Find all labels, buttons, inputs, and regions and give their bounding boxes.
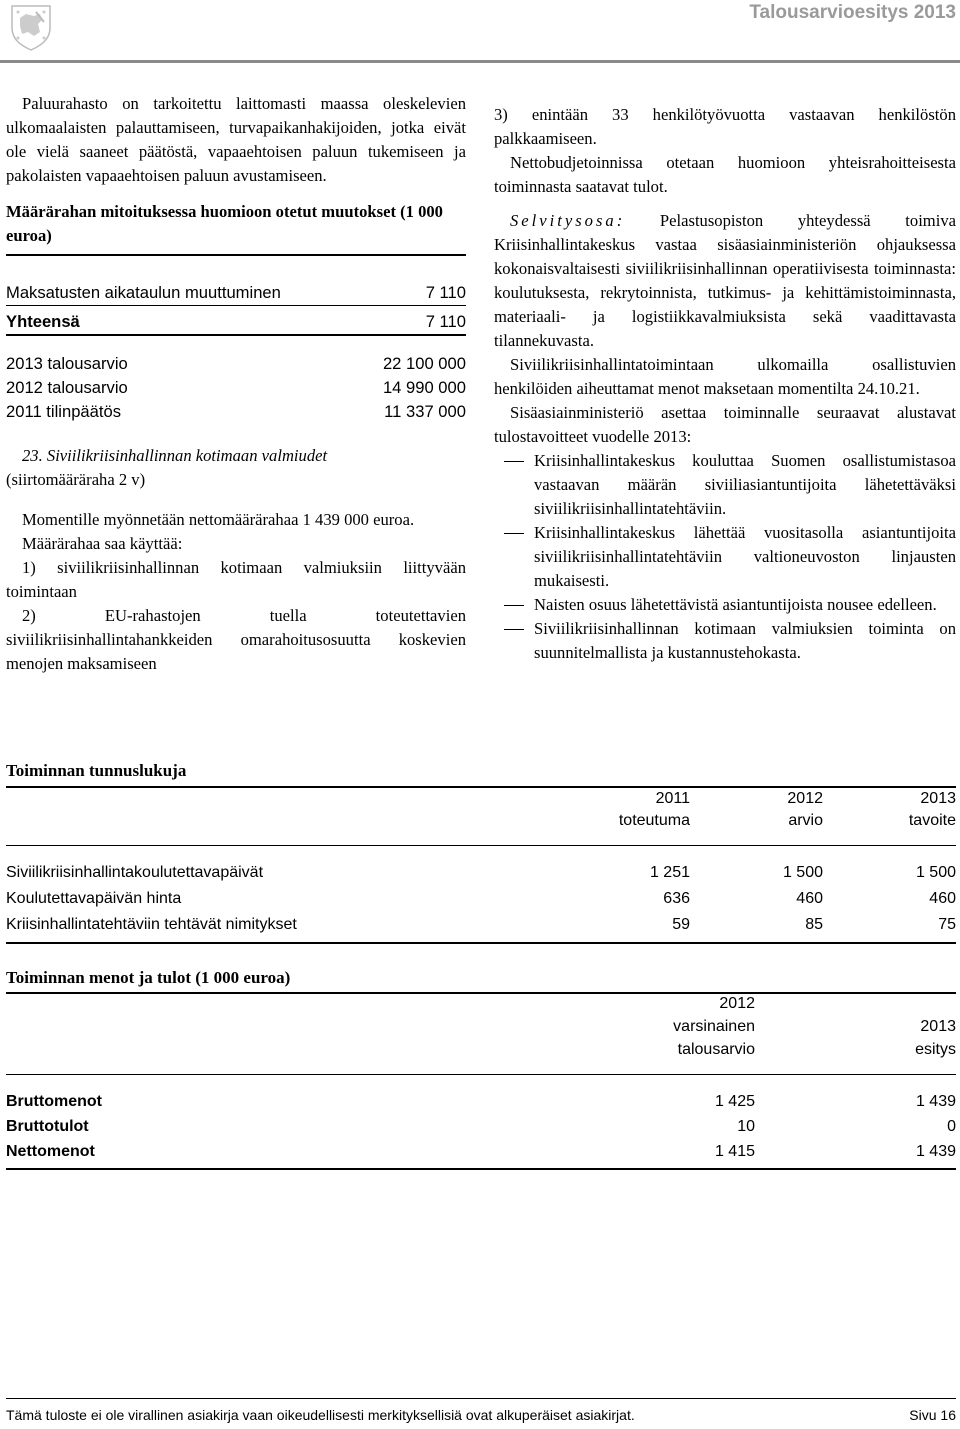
finance-cell: 1 439 (915, 1143, 956, 1160)
kpi-header-sub: toteutuma (618, 812, 690, 829)
kpi-table-bottom-rule (6, 942, 956, 944)
budget-row-label: 2011 tilinpäätös (6, 402, 122, 421)
budget-row-value: 14 990 000 (382, 378, 466, 397)
moment-item: 1) siviilikriisinhallinnan kotimaan valmiuksiin liittyvään toimintaan (6, 558, 466, 601)
header-title: Talousarvioesitys 2013 (749, 2, 956, 23)
finance-cell: 1 425 (714, 1093, 755, 1110)
adjust-heading: Määrärahan mitoituksessa huomioon otetut muutokset (1 000 euroa) (6, 202, 443, 245)
coat-of-arms-logo (6, 2, 56, 52)
budget-row (6, 400, 466, 424)
finance-header: varsinainen (673, 1018, 755, 1035)
moment-subtitle: (siirtomääräraha 2 v) (6, 470, 146, 489)
budget-row-value: 11 337 000 (384, 402, 466, 421)
kpi-cell: 59 (672, 916, 690, 933)
goals-intro: Sisäasiainministeriö asettaa toiminnalle seuraavat alustavat tulostavoitteet vuodelle 2013: (494, 403, 956, 446)
finance-cell: 1 439 (915, 1093, 956, 1110)
kpi-cell: 460 (929, 890, 956, 907)
kpi-header-sub: tavoite (908, 812, 956, 829)
adjust-mid-rule (6, 305, 466, 306)
budget-row (6, 352, 466, 376)
finance-cell: 1 415 (714, 1143, 755, 1160)
kpi-table-title: Toiminnan tunnuslukuja (6, 761, 187, 780)
finance-row-label: Bruttotulot (6, 1118, 89, 1135)
finance-cell: 10 (737, 1118, 755, 1135)
budget-row (6, 376, 466, 400)
finance-row-label: Bruttomenot (6, 1093, 102, 1110)
adjust-total-row (6, 310, 466, 334)
selvitys-text: Pelastusopiston yhteydessä toimiva Kriisinhallintakeskus vastaa sisäasiainministeriön ohjauksessa kokonaisvaltaisesti siviilikriisinhallinnan operatiivisesta toiminnasta: koulutuksesta, rekrytoinnista, tutkimus- ja kehittämistoiminnasta, materiaali- ja logistiikkavalmiuksista sekä vaadittavasta tilannekuvasta. (494, 211, 956, 350)
finance-table-title: Toiminnan menot ja tulot (1 000 euroa) (6, 968, 291, 987)
adjust-bottom-rule (6, 334, 466, 336)
adjust-row-label: Maksatusten aikataulun muuttuminen (6, 283, 281, 302)
staff-paragraph: 3) enintään 33 henkilötyövuotta vastaavan henkilöstön palkkaamiseen. (494, 105, 956, 148)
right-column (494, 103, 956, 665)
kpi-row-label: Koulutettavapäivän hinta (6, 890, 182, 907)
budget-row-label: 2012 talousarvio (6, 378, 128, 397)
costs-paragraph: Siviilikriisinhallintatoimintaan ulkomailla osallistuvien henkilöiden aiheuttamat menot maksetaan momentilta 24.10.21. (494, 355, 956, 398)
kpi-row-label: Siviilikriisinhallintakoulutettavapäivät (6, 864, 264, 881)
finance-header: 2012 (719, 995, 755, 1012)
adjust-top-rule (6, 254, 466, 256)
budget-row-value: 22 100 000 (382, 354, 466, 373)
goals-list (494, 449, 956, 665)
kpi-header-rule (6, 845, 956, 846)
kpi-cell: 1 500 (915, 864, 956, 881)
page-number: Sivu 16 (909, 1407, 956, 1423)
adjust-row-value: 7 110 (425, 283, 466, 302)
moment-paragraph: Määrärahaa saa käyttää: (22, 534, 183, 553)
kpi-cell: 460 (796, 890, 823, 907)
budget-history (6, 352, 466, 424)
kpi-header-year: 2011 (655, 790, 690, 807)
moment-item: 2) EU-rahastojen tuella toteutettavien siviilikriisinhallintahankkeiden omarahoitusosuutta koskevien menojen maksamiseen (6, 606, 466, 673)
goal-item: Siviilikriisinhallinnan kotimaan valmiuksien toiminta on suunnitelmallista ja kustannustehokasta. (494, 617, 956, 665)
goal-item: Kriisinhallintakeskus kouluttaa Suomen osallistumistasoa vastaavan määrän siviiliasiantuntijoita lähetettäväksi siviilikriisinhallintatehtäviin. (494, 449, 956, 521)
moment-paragraph: Momentille myönnetään nettomäärärahaa 1 439 000 euroa. (22, 510, 415, 529)
net-budget-paragraph: Nettobudjetoinnissa otetaan huomioon yhteisrahoitteisesta toiminnasta saatavat tulot. (494, 153, 956, 196)
goal-item: Naisten osuus lähetettävistä asiantuntijoista nousee edelleen. (494, 593, 956, 617)
intro-paragraph: Paluurahasto on tarkoitettu laittomasti maassa oleskelevien ulkomaalaisten palauttamiseen, turvapaikanhakijoiden, jotka eivät ole vielä saaneet päätöstä, vapaaehtoisen paluun tukemiseen ja pakolaisten vapaaehtoisen paluun avustamiseen. (6, 94, 466, 185)
adjust-row (6, 281, 466, 305)
left-column (6, 92, 466, 676)
finance-header: talousarvio (677, 1041, 755, 1058)
selvitys-paragraph (494, 209, 956, 353)
kpi-cell: 636 (663, 890, 690, 907)
footer-divider (6, 1398, 956, 1399)
goal-item: Kriisinhallintakeskus lähettää vuositasolla asiantuntijoita siviilikriisinhallintatehtäviin valtioneuvoston linjausten mukaisesti. (494, 521, 956, 593)
finance-header: esitys (915, 1041, 956, 1058)
adjust-total-value: 7 110 (425, 312, 466, 331)
budget-row-label: 2013 talousarvio (6, 354, 128, 373)
selvitys-label: Selvitysosa: (510, 211, 626, 230)
finance-header-rule (6, 1074, 956, 1075)
finance-row-label: Nettomenot (6, 1143, 95, 1160)
kpi-header-year: 2013 (920, 790, 956, 807)
kpi-cell: 1 251 (649, 864, 690, 881)
kpi-cell: 1 500 (782, 864, 823, 881)
finance-cell: 0 (947, 1118, 956, 1135)
kpi-header-year: 2012 (787, 790, 823, 807)
adjust-total-label: Yhteensä (6, 312, 80, 331)
kpi-row-label: Kriisinhallintatehtäviin tehtävät nimitykset (6, 916, 297, 933)
kpi-cell: 85 (805, 916, 823, 933)
kpi-header-sub: arvio (788, 812, 823, 829)
finance-header: 2013 (920, 1018, 956, 1035)
header-divider (0, 60, 960, 63)
page-header (0, 0, 960, 60)
moment-title: 23. Siviilikriisinhallinnan kotimaan valmiudet (22, 446, 328, 465)
finance-table-top-rule (6, 992, 956, 994)
finance-table-bottom-rule (6, 1168, 956, 1170)
kpi-table-top-rule (6, 786, 956, 788)
kpi-cell: 75 (938, 916, 956, 933)
footer-notice: Tämä tuloste ei ole virallinen asiakirja vaan oikeudellisesti merkityksellisiä ovat alkuperäiset asiakirjat. (6, 1407, 635, 1423)
